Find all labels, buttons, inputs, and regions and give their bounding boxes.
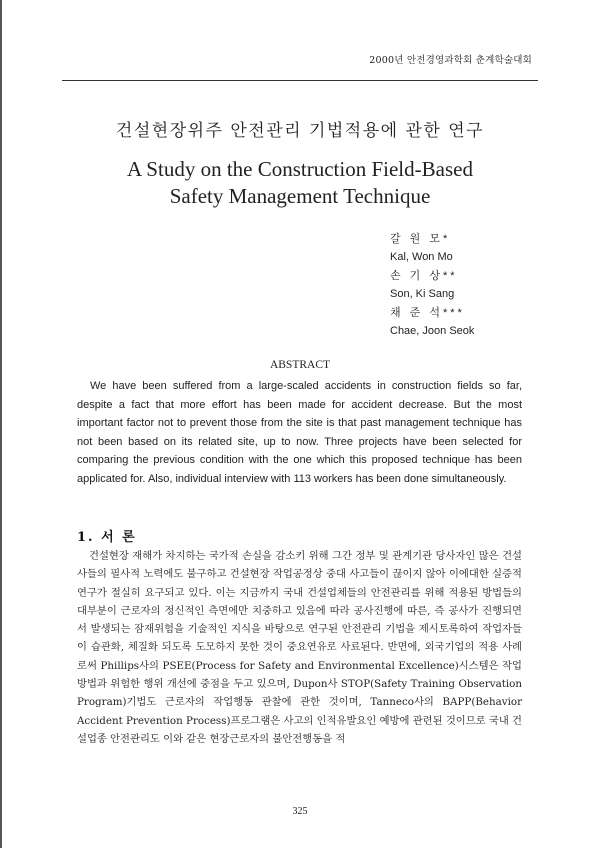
- abstract-paragraph: We have been suffered from a large-scaled accidents in construction fields so far, despite a fact that more effort has been made for accident decrease. But the most important factor not to prevent those from the site is that past management technique has not been based on its related site, up to now. Three projects have been selected for comparing the previous condition with the one which this proposed technique has been applicated for. Also, individual interview with 113 workers has been done simultaneously.: [77, 380, 522, 485]
- section-heading-introduction: 1. 서 론: [77, 530, 137, 545]
- author-1-english: Kal, Won Mo: [390, 251, 453, 264]
- author-3-english: Chae, Joon Seok: [390, 325, 475, 338]
- running-head: 2000년 안전경영과학회 춘계학술대회: [369, 55, 532, 66]
- author-block: [390, 230, 474, 340]
- author-2-korean: 손 기 상**: [390, 269, 458, 282]
- author-1-korean: 갈 원 모*: [390, 233, 451, 245]
- section-body-introduction: [77, 547, 522, 748]
- abstract-body: [77, 377, 522, 488]
- page-number: 325: [292, 806, 308, 817]
- abstract-heading: ABSTRACT: [269, 359, 331, 371]
- header-rule: [62, 80, 538, 81]
- korean-title: 건설현장위주 안전관리 기법적용에 관한 연구: [115, 121, 485, 141]
- english-title: [0, 156, 600, 210]
- author-3-korean: 채 준 석***: [390, 306, 465, 319]
- introduction-paragraph: 건설현장 재해가 차지하는 국가적 손실을 감소키 위해 그간 정부 및 관계기관 당사자인 많은 건설사들의 필사적 노력에도 불구하고 건설현장 작업공정상 중대 사고들이 끊이지 않아 이에대한 실증적 연구가 절실히 요구되고 있다. 이는 지금까지 국내 건설업체들의 안전관리를 위해 적용된 방법들의 대부분이 근로자의 정신적인 측면에만 치중하고 있음에 따라 공사진행에 따른, 즉 공사가 진행되면서 발생되는 잠재위험을 기술적인 지식을 바탕으로 연구된 안전관리 기법을 제시토록하여 작업자들이 습관화, 체질화 되도록 도모하지 못한 것이 중요연유로 사료된다. 반면에, 외국기업의 적용 사례로써 Phillips사의 PSEE(Process for Safety and Environmental Excellence)시스템은 작업방법과 위험한 행위 개선에 중점을 두고 있으며, Dupon사 STOP(Safety Training Observation Program)기법도 근로자의 작업행동 관찰에 관한 것이며, Tanneco사의 BAPP(Behavior Accident Prevention Process)프로그램은 사고의 인적유발요인 예방에 관련된 것이므로 국내 건설업종 안전관리도 이와 같은 현장근로자의 불안전행동을 적: [77, 550, 522, 745]
- english-title-line-2: Safety Management Technique: [169, 184, 431, 208]
- author-2-english: Son, Ki Sang: [390, 288, 455, 301]
- english-title-line-1: A Study on the Construction Field-Based: [127, 157, 473, 181]
